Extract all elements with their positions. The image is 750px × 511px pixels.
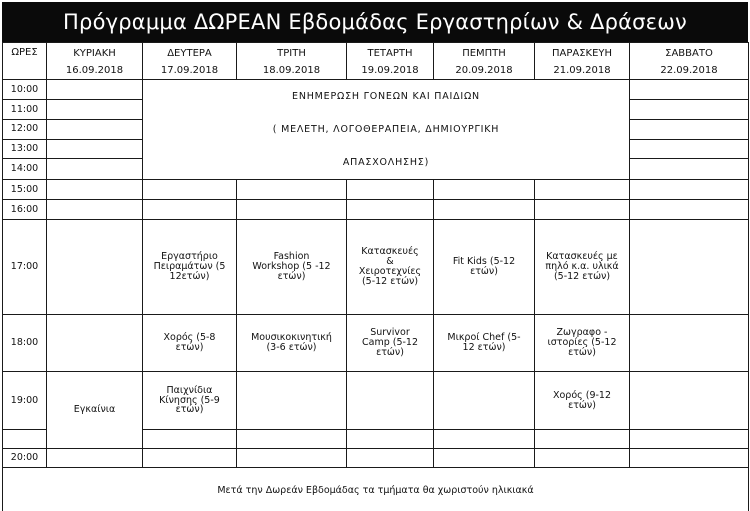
empty-cell xyxy=(630,158,749,179)
event-line: Fashion xyxy=(273,251,310,263)
event-line: Workshop (5 -12 xyxy=(252,261,331,273)
day-header-monday xyxy=(143,43,237,80)
event-line: πηλό κ.α. υλικά xyxy=(545,261,619,273)
empty-cell xyxy=(630,100,749,120)
empty-cell xyxy=(535,200,630,220)
event-crafts xyxy=(347,220,434,315)
row-18-00 xyxy=(3,315,749,372)
empty-cell xyxy=(434,200,535,220)
time-label: 18:00 xyxy=(3,315,47,372)
empty-cell xyxy=(630,315,749,372)
day-name: ΔΕΥΤΕΡΑ xyxy=(167,47,212,59)
day-date: 16.09.2018 xyxy=(65,64,124,76)
empty-cell xyxy=(347,200,434,220)
day-name: ΚΥΡΙΑΚΗ xyxy=(73,47,116,59)
day-date: 20.09.2018 xyxy=(455,64,513,76)
empty-cell xyxy=(47,158,143,179)
time-label: 12:00 xyxy=(3,120,47,139)
day-name: ΣΑΒΒΑΤΟ xyxy=(665,47,713,59)
hours-header: ΩΡΕΣ xyxy=(3,43,47,80)
day-name: ΤΕΤΑΡΤΗ xyxy=(367,47,413,59)
header-row xyxy=(3,43,749,80)
day-header-sunday xyxy=(47,43,143,80)
empty-cell xyxy=(47,200,143,220)
time-label: 20:00 xyxy=(3,449,47,468)
schedule-table xyxy=(2,42,749,511)
event-clay-crafts xyxy=(535,220,630,315)
empty-cell xyxy=(47,100,143,120)
empty-cell xyxy=(434,372,535,430)
time-label: 17:00 xyxy=(3,220,47,315)
event-line: Camp (5-12 xyxy=(361,337,419,349)
day-name: ΤΡΙΤΗ xyxy=(277,47,306,59)
row-19-00 xyxy=(3,372,749,430)
banner-line: ΕΝΗΜΕΡΩΣΗ ΓΟΝΕΩΝ ΚΑΙ ΠΑΙΔΙΩΝ xyxy=(292,91,480,102)
empty-cell xyxy=(347,449,434,468)
empty-cell xyxy=(347,430,434,449)
time-label: 13:00 xyxy=(3,139,47,158)
event-line: 12 ετών) xyxy=(462,342,506,353)
empty-cell xyxy=(237,372,347,430)
day-header-thursday xyxy=(434,43,535,80)
time-label: 19:00 xyxy=(3,372,47,430)
empty-cell xyxy=(630,80,749,100)
banner-line: ( ΜΕΛΕΤΗ, ΛΟΓΟΘΕΡΑΠΕΙΑ, ΔΗΜΙΟΥΡΓΙΚΗ xyxy=(272,124,500,135)
event-line: Πειραμάτων (5 xyxy=(153,261,226,273)
empty-cell xyxy=(47,139,143,158)
event-line: Χορός (9-12 xyxy=(552,389,612,401)
event-line: Κατασκευές με xyxy=(546,251,618,263)
day-header-friday xyxy=(535,43,630,80)
empty-cell xyxy=(630,139,749,158)
time-label: 10:00 xyxy=(3,80,47,100)
empty-cell xyxy=(630,430,749,449)
event-line: (3-6 ετών) xyxy=(266,342,317,353)
event-line: Εγκαίνια xyxy=(73,404,116,416)
day-date: 18.09.2018 xyxy=(262,64,321,76)
empty-cell xyxy=(630,449,749,468)
event-line: Ζωγραφο - xyxy=(556,327,608,339)
time-label: 15:00 xyxy=(3,180,47,200)
empty-cell xyxy=(434,430,535,449)
event-line: ετών) xyxy=(568,399,596,411)
event-science-lab xyxy=(143,220,237,315)
event-line: Κίνησης (5-9 xyxy=(159,394,220,406)
event-line: Μουσικοκινητική xyxy=(251,332,332,344)
event-line: Παιχνίδια xyxy=(166,384,213,396)
event-line: Εργαστήριο xyxy=(161,251,218,263)
day-header-saturday xyxy=(630,43,749,80)
event-line: (5-12 ετών) xyxy=(361,275,419,287)
event-line: ιστορίες (5-12 xyxy=(547,337,617,349)
empty-cell xyxy=(630,180,749,200)
empty-cell xyxy=(47,120,143,139)
empty-cell xyxy=(47,449,143,468)
empty-cell xyxy=(143,200,237,220)
time-label: 11:00 xyxy=(3,100,47,120)
day-date: 21.09.2018 xyxy=(553,64,611,76)
empty-cell xyxy=(47,80,143,100)
event-opening xyxy=(47,372,143,449)
empty-cell xyxy=(630,220,749,315)
empty-cell xyxy=(630,120,749,139)
event-line: ετών) xyxy=(175,342,204,353)
row-16-00 xyxy=(3,200,749,220)
empty-cell xyxy=(535,430,630,449)
event-painting-stories xyxy=(535,315,630,372)
empty-cell xyxy=(143,430,237,449)
event-line: ετών) xyxy=(376,346,404,358)
empty-cell xyxy=(47,220,143,315)
empty-cell xyxy=(237,449,347,468)
empty-cell xyxy=(47,315,143,372)
event-fit-kids xyxy=(434,220,535,315)
empty-cell xyxy=(347,372,434,430)
footer-note: Μετά την Δωρεάν Εβδομάδας τα τμήματα θα χωριστούν ηλικιακά xyxy=(3,468,749,511)
row-15-00 xyxy=(3,180,749,200)
empty-cell xyxy=(535,180,630,200)
row-10-00 xyxy=(3,80,749,100)
banner-line: ΑΠΑΣΧΟΛΗΣΗΣ) xyxy=(342,157,430,168)
event-line: (5-12 ετών) xyxy=(553,270,611,282)
empty-cell xyxy=(347,180,434,200)
event-line: Χειροτεχνίες xyxy=(358,266,422,277)
empty-cell xyxy=(237,180,347,200)
event-survivor-camp xyxy=(347,315,434,372)
event-line: & xyxy=(386,256,394,268)
empty-cell xyxy=(630,372,749,430)
empty-cell xyxy=(3,430,47,449)
event-line: 12ετών) xyxy=(169,270,210,282)
row-17-00 xyxy=(3,220,749,315)
day-date: 22.09.2018 xyxy=(660,64,718,76)
event-line: Μικροί Chef (5- xyxy=(447,332,521,344)
event-line: Κατασκευές xyxy=(361,246,419,258)
event-dance-5-8 xyxy=(143,315,237,372)
page-title: Πρόγραμμα ΔΩΡΕΑΝ Εβδομάδας Εργαστηρίων & Δράσεων xyxy=(2,2,748,42)
row-20-00 xyxy=(3,449,749,468)
time-label: 14:00 xyxy=(3,158,47,179)
event-line: ετών) xyxy=(470,266,498,277)
day-name: ΠΕΜΠΤΗ xyxy=(462,47,506,59)
event-movement-games xyxy=(143,372,237,430)
event-line: Χορός (5-8 xyxy=(163,332,216,344)
day-header-wednesday xyxy=(347,43,434,80)
event-line: ετών) xyxy=(568,346,596,358)
event-line: ετών) xyxy=(175,404,204,416)
empty-cell xyxy=(434,449,535,468)
day-name: ΠΑΡΑΣΚΕΥΗ xyxy=(551,47,613,59)
event-dance-9-12 xyxy=(535,372,630,430)
empty-cell xyxy=(535,449,630,468)
empty-cell xyxy=(237,200,347,220)
time-label: 16:00 xyxy=(3,200,47,220)
event-line: Survivor xyxy=(370,327,410,339)
empty-cell xyxy=(47,180,143,200)
empty-cell xyxy=(630,200,749,220)
day-date: 17.09.2018 xyxy=(160,64,219,76)
empty-cell xyxy=(143,449,237,468)
empty-cell xyxy=(237,430,347,449)
event-fashion-workshop xyxy=(237,220,347,315)
empty-cell xyxy=(434,180,535,200)
event-line: ετών) xyxy=(277,270,306,282)
footer-row xyxy=(3,468,749,511)
event-music-movement xyxy=(237,315,347,372)
parents-info-banner xyxy=(143,80,630,180)
event-line: Fit Kids (5-12 xyxy=(452,256,516,268)
event-little-chef xyxy=(434,315,535,372)
day-header-tuesday xyxy=(237,43,347,80)
empty-cell xyxy=(143,180,237,200)
day-date: 19.09.2018 xyxy=(361,64,419,76)
